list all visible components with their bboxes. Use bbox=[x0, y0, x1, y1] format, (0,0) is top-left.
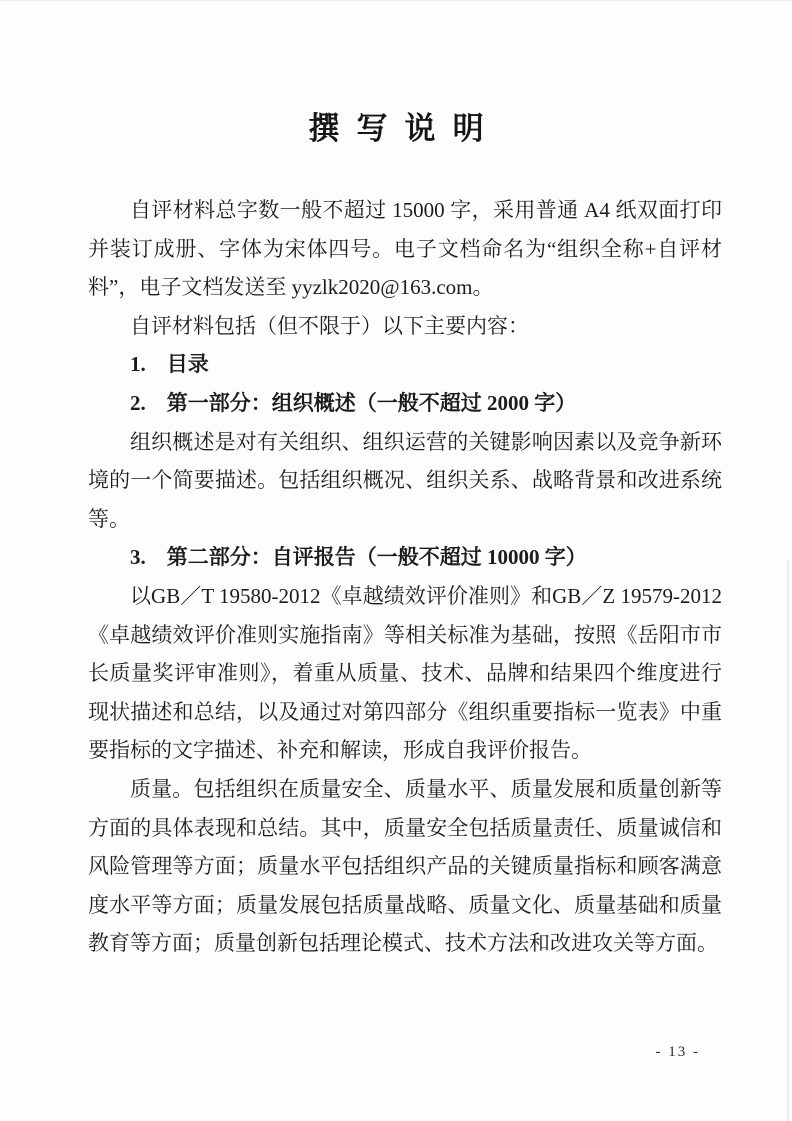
scan-artifact-top-edge bbox=[0, 0, 792, 2]
list-item-2-part-one: 2. 第一部分：组织概述（一般不超过 2000 字） bbox=[130, 390, 577, 415]
list-item-3-part-two: 3. 第二部分：自评报告（一般不超过 10000 字） bbox=[130, 545, 587, 570]
paragraph-report: 以GB／T 19580-2012《卓越绩效评价准则》和GB／Z 19579-2012《卓越绩效评价准则实施指南》等相关标准为基础，按照《岳阳市市长质量奖评审准则》，着重从质量、技术、品牌和结果四个维度进行现状描述和总结，以及通过对第四部分《组织重要指标一览表》中重要指标的文字描述、补充和解读，形成自我评价报告。 bbox=[88, 583, 722, 763]
paragraph-quality: 质量。包括组织在质量安全、质量水平、质量发展和质量创新等方面的具体表现和总结。其中，质量安全包括质量责任、质量诚信和风险管理等方面；质量水平包括组织产品的关键质量指标和顾客满意度水平等方面；质量发展包括质量战略、质量文化、质量基础和质量教育等方面；质量创新包括理论模式、技术方法和改进攻关等方面。 bbox=[88, 776, 722, 956]
scan-artifact-right-edge bbox=[787, 560, 789, 1121]
page-title: 撰写说明 bbox=[308, 111, 501, 146]
paragraph-includes: 自评材料包括（但不限于）以下主要内容： bbox=[130, 313, 529, 338]
paragraph-intro: 自评材料总字数一般不超过 15000 字，采用普通 A4 纸双面打印并装订成册、字体为宋体四号。电子文档命名为“组织全称+自评材料”，电子文档发送至 yyzlk2020@163.com。 bbox=[88, 198, 722, 300]
list-item-1-toc: 1. 目录 bbox=[130, 352, 209, 377]
document-body bbox=[88, 191, 722, 963]
paragraph-overview: 组织概述是对有关组织、组织运营的关键影响因素以及竞争新环境的一个简要描述。包括组织概况、组织关系、战略背景和改进系统等。 bbox=[88, 429, 722, 531]
page-number: - 13 - bbox=[655, 1044, 700, 1060]
